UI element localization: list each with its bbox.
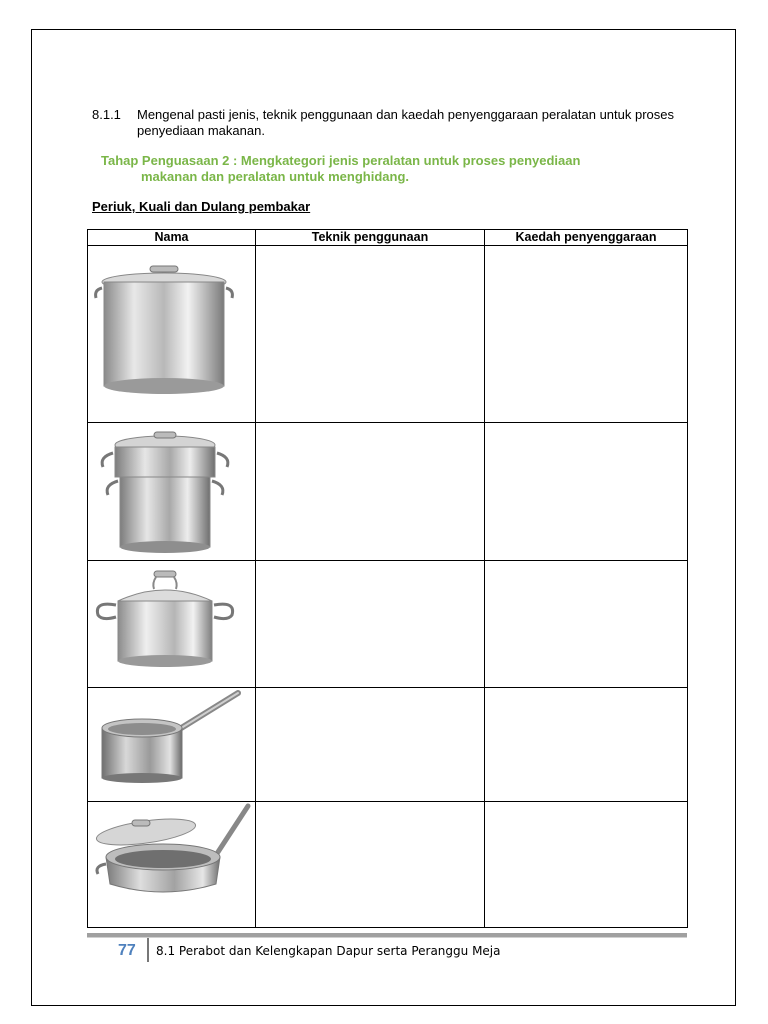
saute-pan-image <box>88 802 256 928</box>
subheading: Periuk, Kuali dan Dulang pembakar <box>92 199 311 214</box>
kaedah-cell <box>485 561 688 688</box>
table-header-row <box>88 230 688 246</box>
stock-pot-image <box>88 246 256 423</box>
saucepan-image <box>88 688 256 802</box>
table-row <box>88 688 688 802</box>
footer-separator <box>147 938 149 962</box>
section-number: 8.1.1 <box>92 107 121 122</box>
teknik-cell <box>256 423 485 561</box>
header-kaedah: Kaedah penyenggaraan <box>485 230 688 246</box>
kaedah-cell <box>485 688 688 802</box>
footer-rule-shadow <box>87 937 687 938</box>
kaedah-cell <box>485 802 688 928</box>
kaedah-cell <box>485 246 688 423</box>
casserole-pot-image <box>88 561 256 688</box>
tahap-line1: Tahap Penguasaan 2 : Mengkategori jenis peralatan untuk proses penyediaan <box>101 153 581 168</box>
equipment-table <box>87 229 688 928</box>
table-row <box>88 561 688 688</box>
teknik-cell <box>256 561 485 688</box>
kaedah-cell <box>485 423 688 561</box>
teknik-cell <box>256 802 485 928</box>
table-row <box>88 423 688 561</box>
tahap-line2: makanan dan peralatan untuk menghidang. <box>141 169 409 184</box>
footer-title: 8.1 Perabot dan Kelengkapan Dapur serta Peranggu Meja <box>156 944 501 958</box>
double-boiler-pot-image <box>88 423 256 561</box>
table-row <box>88 246 688 423</box>
section-text: Mengenal pasti jenis, teknik penggunaan dan kaedah penyenggaraan peralatan untuk proses penyediaan makanan. <box>137 107 675 138</box>
header-nama: Nama <box>88 230 256 246</box>
tahap-penguasaan <box>101 153 661 185</box>
header-teknik: Teknik penggunaan <box>256 230 485 246</box>
teknik-cell <box>256 246 485 423</box>
teknik-cell <box>256 688 485 802</box>
page-number: 77 <box>118 942 136 959</box>
table-row <box>88 802 688 928</box>
